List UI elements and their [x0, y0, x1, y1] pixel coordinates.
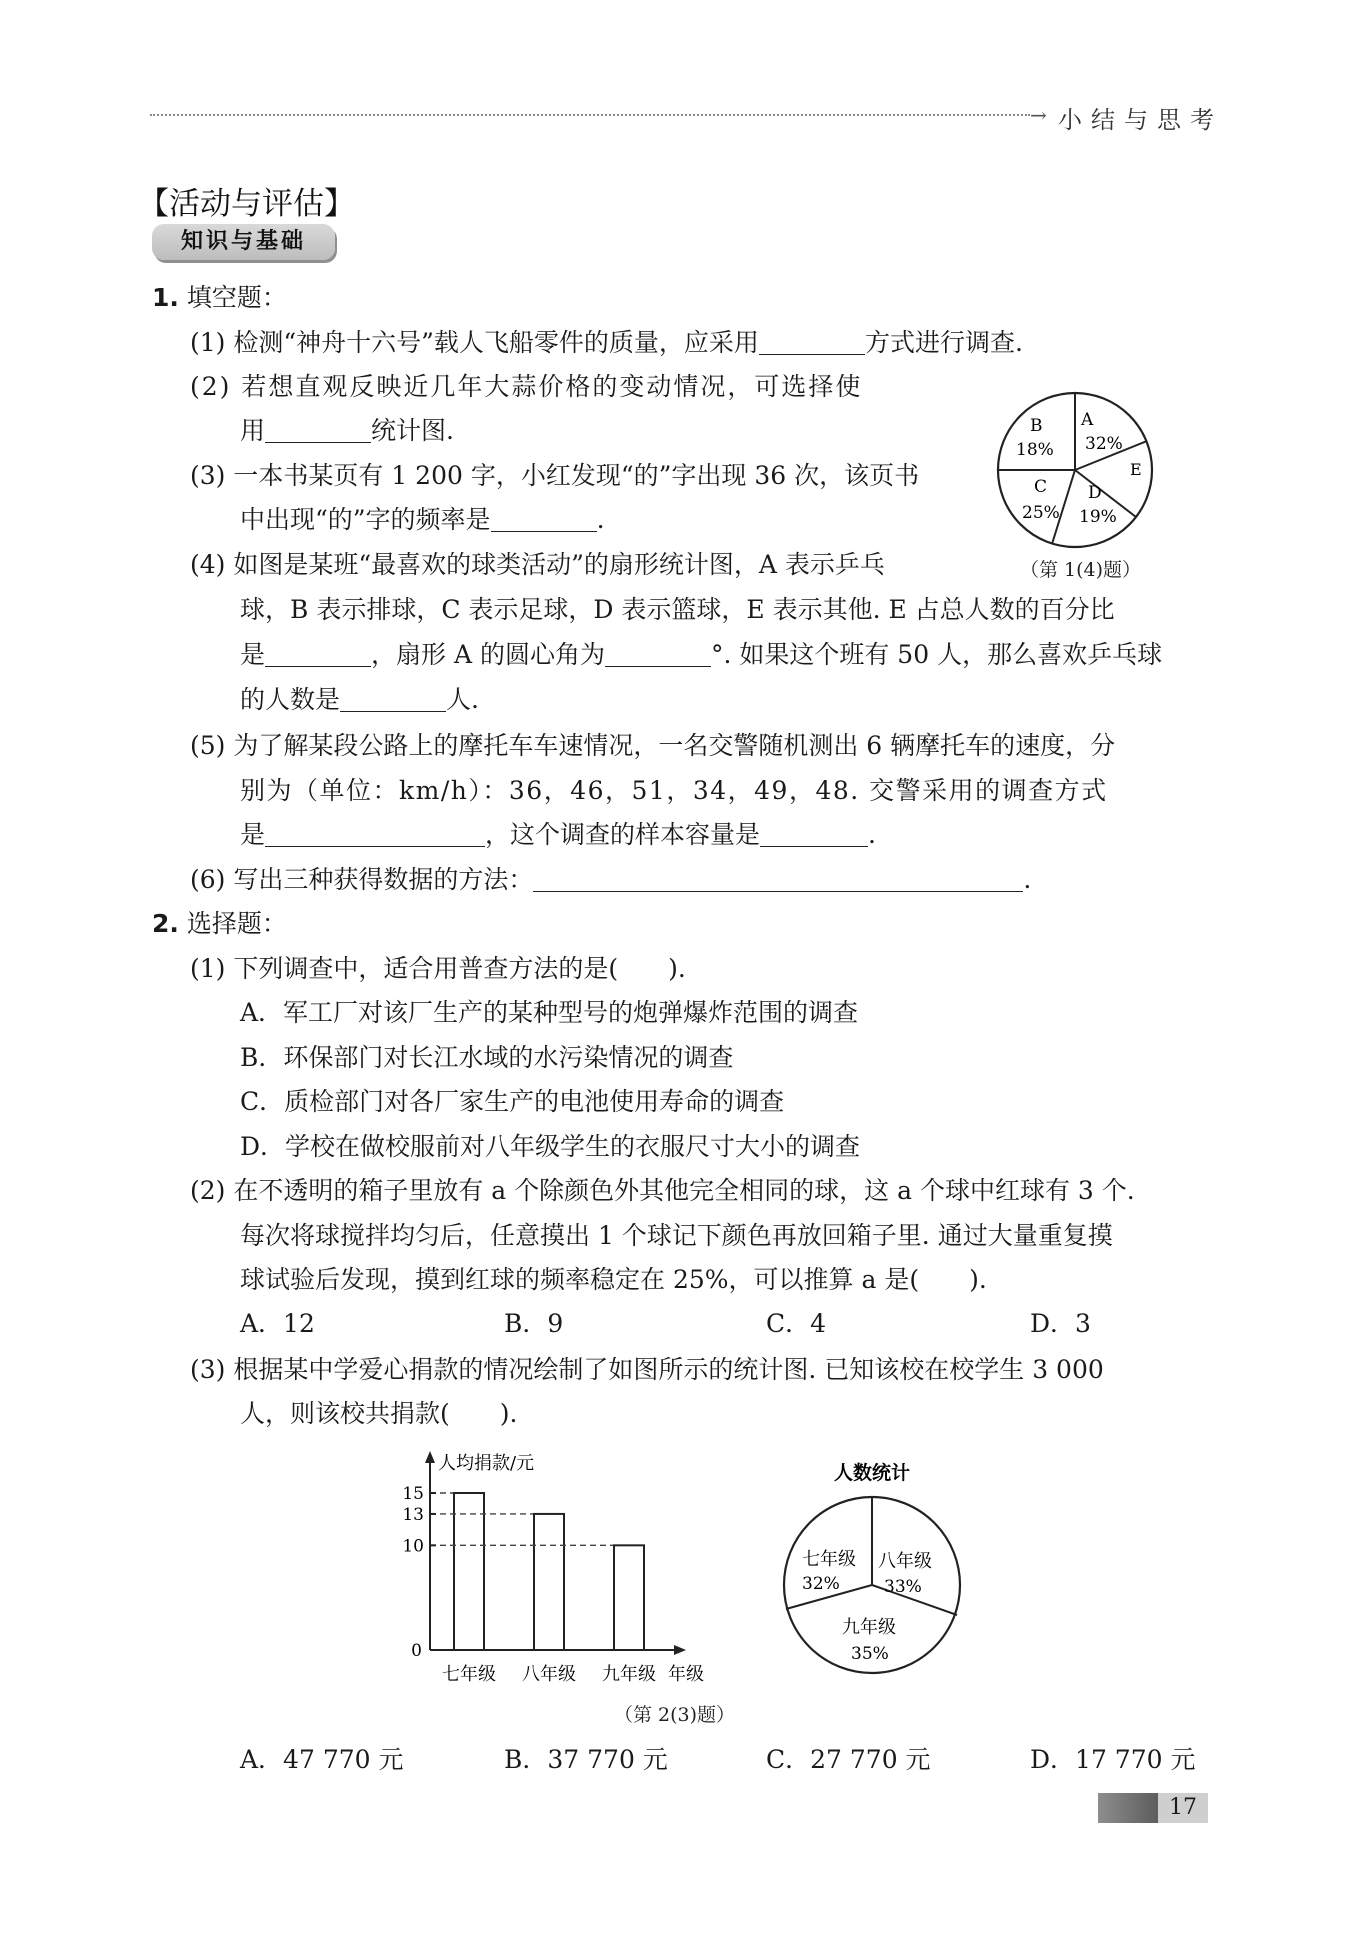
q1-item-5-text: (5) 为了解某段公路上的摩托车车速情况，一名交警随机测出 6 辆摩托车的速度，分 [190, 731, 1116, 760]
pie-label-a: A [1081, 410, 1094, 430]
arrow-right-icon: → [1030, 103, 1047, 127]
pie-chart-ball-activities [990, 385, 1160, 555]
y-tick-label: 0 [411, 1641, 422, 1661]
q2-item-1-option-a: A．军工厂对该厂生产的某种型号的炮弹爆炸范围的调查 [240, 998, 859, 1027]
section-tag: 知识与基础 [152, 224, 335, 260]
y-tick-label: 13 [402, 1504, 424, 1525]
pie-label-c: C [1034, 477, 1048, 497]
header-title: 小结与思考 [1058, 106, 1223, 134]
q1-item-4-text: (4) 如图是某班“最喜欢的球类活动”的扇形统计图，A 表示乒乓 [190, 550, 885, 579]
q2-item-2: (2) 在不透明的箱子里放有 a 个除颜色外其他完全相同的球，这 a 个球中红球有 3 个. [190, 1176, 1135, 1205]
header-dotted-rule [150, 114, 1030, 116]
q1-item-3-text-c: . [596, 505, 605, 534]
q1-item-5 [190, 728, 1115, 764]
q2-item-2-option-a: A．12 [240, 1309, 315, 1338]
pie2-value-grade7: 32% [802, 1574, 840, 1594]
q1-title: 填空题： [186, 283, 287, 312]
q1-item-4 [190, 547, 885, 583]
q1-item-4-text-f: 的人数是 [240, 685, 341, 714]
q1-item-4-cont3 [240, 682, 479, 718]
q1-item-2-text-b: 用 [240, 416, 266, 445]
q2-item-3-option-b: B．37 770 元 [504, 1745, 668, 1774]
q1-item-5-text-b: 别为（单位：km/h）：36，46，51，34，49，48. 交警采用的调查方式 [240, 776, 1108, 805]
pie-label-d: D [1088, 483, 1102, 503]
y-axis-label: 人均捐款/元 [438, 1453, 535, 1474]
page-number-bar [1098, 1793, 1158, 1823]
answer-blank [265, 640, 371, 667]
q1-item-6 [190, 862, 1031, 898]
q1-item-2-text: (2) 若想直观反映近几年大蒜价格的变动情况，可选择使 [190, 372, 863, 401]
answer-blank [605, 640, 711, 667]
pie-value-b: 18% [1016, 440, 1054, 460]
q1-item-1 [190, 325, 1023, 361]
x-tick-label: 九年级 [602, 1664, 656, 1685]
page-number-box [1098, 1793, 1208, 1823]
q2-item-1-option-c: C．质检部门对各厂家生产的电池使用寿命的调查 [240, 1087, 785, 1116]
q1-item-5-text-d: ，这个调查的样本容量是 [485, 820, 761, 849]
answer-blank [340, 685, 446, 712]
answer-blank [265, 416, 371, 443]
pie2-value-grade8: 33% [884, 1577, 922, 1597]
q1-item-6-text: (6) 写出三种获得数据的方法： [190, 865, 534, 894]
q1-item-5-cont2 [240, 817, 876, 853]
q1-item-4-text-c: 是 [240, 640, 266, 669]
q1-item-3 [190, 458, 919, 494]
y-tick-label: 15 [402, 1484, 424, 1504]
bar-chart-donation-per-person [390, 1445, 750, 1685]
x-tick-label: 八年级 [522, 1664, 576, 1685]
q1-item-3-text-b: 中出现“的”字的频率是 [240, 505, 491, 534]
pie-value-c: 25% [1022, 503, 1060, 523]
q1-item-4-text-b: 球，B 表示排球，C 表示足球，D 表示篮球，E 表示其他. E 占总人数的百分比 [240, 595, 1115, 624]
q1-item-4-cont [240, 592, 1115, 628]
q1-item-4-text-e: °. 如果这个班有 50 人，那么喜欢乒乓球 [710, 640, 1163, 669]
q2-item-3-option-d: D．17 770 元 [1030, 1745, 1196, 1774]
bar [454, 1493, 484, 1650]
page-number: 17 [1158, 1793, 1208, 1823]
x-tick-label: 七年级 [442, 1664, 496, 1685]
q1-item-5-cont [240, 773, 1108, 809]
q2-number: 2. [152, 909, 179, 938]
q2-item-2-option-d: D．3 [1030, 1309, 1091, 1338]
pie2-label-grade8: 八年级 [878, 1551, 932, 1572]
q2-item-1-option-d: D．学校在做校服前对八年级学生的衣服尺寸大小的调查 [240, 1132, 861, 1161]
y-axis-arrow-icon [425, 1451, 435, 1463]
q2-item-1: (1) 下列调查中，适合用普查方法的是( ). [190, 954, 686, 983]
q2-item-3-option-a: A．47 770 元 [240, 1745, 404, 1774]
q1-item-2 [190, 369, 862, 405]
pie2-label-grade7: 七年级 [802, 1549, 856, 1570]
section-title: 【活动与评估】 [138, 186, 355, 222]
figure-caption: （第 2(3)题） [614, 1704, 736, 1726]
q2-item-2-option-c: C．4 [766, 1309, 827, 1338]
pie-label-b: B [1030, 416, 1043, 436]
x-axis-label: 年级 [668, 1664, 704, 1685]
answer-blank [533, 865, 1023, 892]
q2-item-2-cont2: 球试验后发现，摸到红球的频率稳定在 25%，可以推算 a 是( ). [240, 1265, 987, 1294]
answer-blank [760, 820, 868, 847]
q1-number: 1. [152, 283, 179, 312]
pie2-title: 人数统计 [833, 1462, 911, 1484]
q2-item-3: (3) 根据某中学爱心捐款的情况绘制了如图所示的统计图. 已知该校在校学生 3 000 [190, 1355, 1104, 1384]
q2-item-1-option-b: B．环保部门对长江水域的水污染情况的调查 [240, 1043, 734, 1072]
q1-item-4-text-g: 人. [446, 685, 479, 714]
pie2-label-grade9: 九年级 [842, 1617, 896, 1638]
bar [534, 1514, 564, 1650]
q1-item-2-text-c: 统计图. [371, 416, 454, 445]
q1-item-2-cont [240, 413, 454, 449]
q1-item-3-cont [240, 502, 605, 538]
pie2-value-grade9: 35% [851, 1644, 889, 1664]
q2-item-2-option-b: B．9 [504, 1309, 564, 1338]
q2-item-2-cont: 每次将球搅拌均匀后，任意摸出 1 个球记下颜色再放回箱子里. 通过大量重复摸 [240, 1221, 1113, 1250]
q2-title: 选择题： [186, 909, 287, 938]
q2-item-3-cont: 人，则该校共捐款( ). [240, 1399, 518, 1428]
x-axis-arrow-icon [674, 1645, 686, 1655]
pie-label-e: E [1130, 460, 1142, 479]
pie-chart-student-count [770, 1455, 975, 1685]
y-tick-label: 10 [402, 1536, 424, 1557]
pie-value-d: 19% [1079, 507, 1117, 527]
pie-value-a: 32% [1085, 434, 1123, 454]
q1-item-5-text-c: 是 [240, 820, 266, 849]
q1-item-4-text-d: ，扇形 A 的圆心角为 [371, 640, 605, 669]
q1-item-4-cont2 [240, 637, 1162, 673]
q2-heading [152, 906, 287, 942]
q1-item-1-text-end: 方式进行调查. [864, 328, 1023, 357]
bar [614, 1545, 644, 1650]
q2-item-3-option-c: C．27 770 元 [766, 1745, 931, 1774]
answer-blank [759, 328, 865, 355]
q1-item-3-text: (3) 一本书某页有 1 200 字，小红发现“的”字出现 36 次，该页书 [190, 461, 920, 490]
q1-item-1-text: (1) 检测“神舟十六号”载人飞船零件的质量，应采用 [190, 328, 759, 357]
answer-blank [265, 820, 485, 847]
answer-blank [491, 505, 597, 532]
q1-heading [152, 280, 287, 316]
q1-item-6-text-b: . [1023, 865, 1032, 894]
pie-caption: （第 1(4)题） [1020, 559, 1142, 581]
q1-item-5-text-e: . [868, 820, 876, 849]
